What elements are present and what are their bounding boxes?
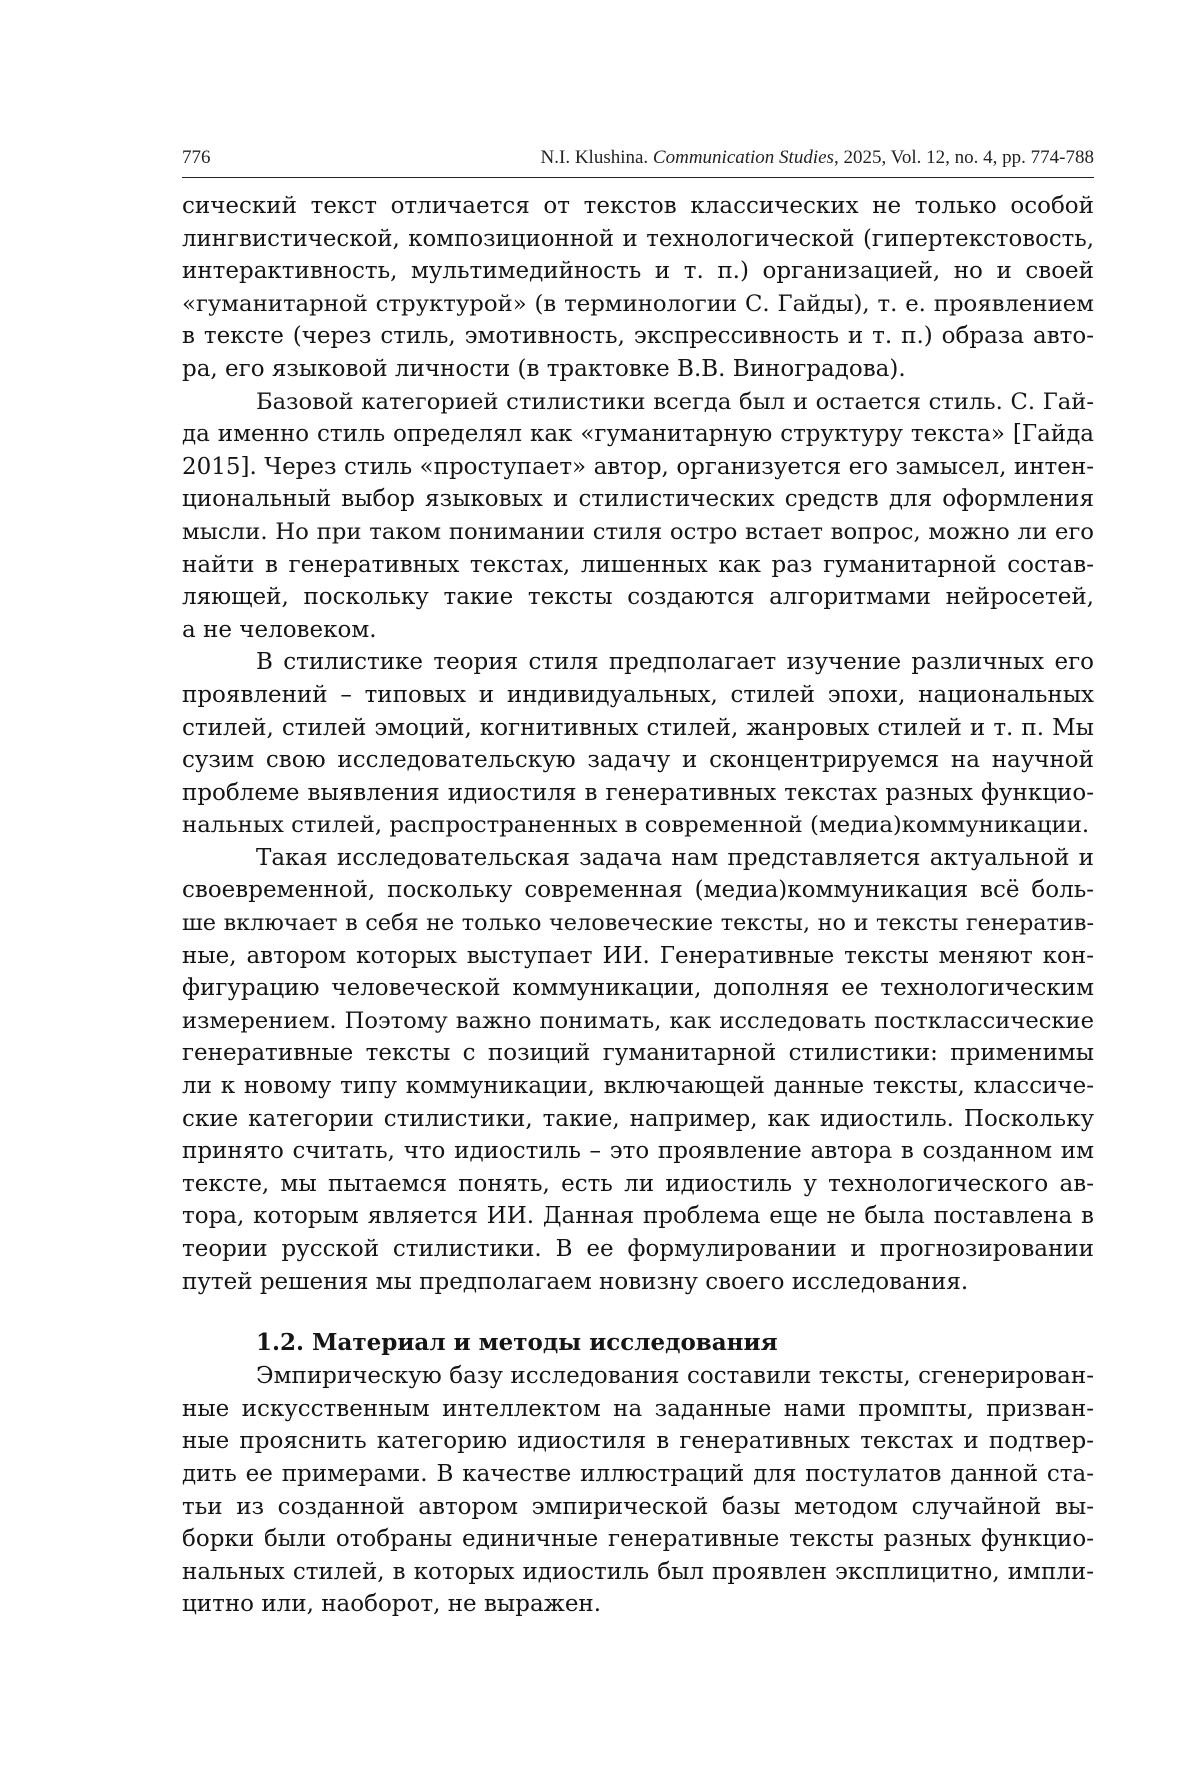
text-line: путей решения мы предполагаем новизну своего исследования. <box>182 1268 969 1295</box>
paragraph-1 <box>182 190 1094 386</box>
running-header <box>182 145 1094 178</box>
text-line: интерактивность, мультимедийность и т. п.) организацией, но и своей <box>182 258 1094 285</box>
text-line: лингвистической, композиционной и технологической (гипертекстовость, <box>182 225 1094 252</box>
text-line: тора, которым является ИИ. Данная проблема еще не была поставлена в <box>182 1203 1094 1230</box>
page-number: 776 <box>182 147 211 168</box>
text-line: нальных стилей, в которых идиостиль был проявлен эксплицитно, импли- <box>182 1558 1094 1585</box>
text-line: стилей, стилей эмоций, когнитивных стилей, жанровых стилей и т. п. Мы <box>182 714 1094 741</box>
text-line: проявлений – типовых и индивидуальных, стилей эпохи, национальных <box>182 681 1094 708</box>
citation <box>541 147 1094 169</box>
text-line: сузим свою исследовательскую задачу и сконцентрируемся на научной <box>182 747 1094 774</box>
text-line: а не человеком. <box>182 616 377 643</box>
text-line: циональный выбор языковых и стилистических средств для оформления <box>182 486 1094 513</box>
paragraph-4 <box>182 842 1094 1298</box>
text-line: ра, его языковой личности (в трактовке В.В. Виноградова). <box>182 355 906 382</box>
text-line: ные искусственным интеллектом на заданные нами промпты, призван- <box>182 1395 1094 1422</box>
text-line: цитно или, наоборот, не выражен. <box>182 1591 602 1618</box>
text-line: ные прояснить категорию идиостиля в генеративных текстах и подтвер- <box>182 1428 1094 1455</box>
text-line: В стилистике теория стиля предполагает изучение различных его <box>256 649 1094 676</box>
text-line: тьи из созданной автором эмпирической базы методом случайной вы- <box>182 1493 1094 1520</box>
text-line: своевременной, поскольку современная (медиа)коммуникация всё боль- <box>182 877 1094 904</box>
article-body <box>182 190 1094 1621</box>
text-line: генеративные тексты с позиций гуманитарной стилистики: применимы <box>182 1040 1094 1067</box>
text-line: Эмпирическую базу исследования составили тексты, сгенерирован- <box>256 1363 1094 1390</box>
text-line: в тексте (через стиль, эмотивность, экспрессивность и т. п.) образа авто- <box>182 323 1094 350</box>
section-heading: 1.2. Материал и методы исследования <box>256 1329 778 1357</box>
citation-details: , 2025, Vol. 12, no. 4, pp. 774-788 <box>833 147 1094 168</box>
text-line: принято считать, что идиостиль – это проявление автора в созданном им <box>182 1138 1094 1165</box>
paragraph-5 <box>182 1360 1094 1621</box>
text-line: да именно стиль определял как «гуманитарную структуру текста» [Гайда <box>182 421 1094 448</box>
citation-authors: N.I. Klushina. <box>540 147 653 168</box>
paragraph-2 <box>182 386 1094 647</box>
text-line: сический текст отличается от текстов классических не только особой <box>182 193 1094 219</box>
text-line: ляющей, поскольку такие тексты создаются алгоритмами нейросетей, <box>182 584 1094 611</box>
text-line: борки были отобраны единичные генеративные тексты разных функцио- <box>182 1526 1094 1553</box>
text-line: тексте, мы пытаемся понять, есть ли идиостиль у технологического ав- <box>182 1170 1094 1197</box>
text-line: 2015]. Через стиль «проступает» автор, организуется его замысел, интен- <box>182 453 1094 480</box>
text-line: найти в генеративных текстах, лишенных как раз гуманитарной состав- <box>182 551 1094 578</box>
text-line: нальных стилей, распространенных в современной (медиа)коммуникации. <box>182 812 1090 839</box>
text-line: ше включает в себя не только человеческие тексты, но и тексты генератив- <box>182 910 1094 937</box>
text-line: проблеме выявления идиостиля в генеративных текстах разных функцио- <box>182 779 1094 806</box>
text-line: фигурацию человеческой коммуникации, дополняя ее технологическим <box>182 975 1094 1002</box>
text-line: Такая исследовательская задача нам представляется актуальной и <box>256 844 1094 871</box>
text-line: «гуманитарной структурой» (в терминологии С. Гайды), т. е. проявлением <box>182 290 1094 317</box>
text-line: теории русской стилистики. В ее формулировании и прогнозировании <box>182 1236 1094 1262</box>
paragraph-3 <box>182 646 1094 842</box>
text-line: дить ее примерами. В качестве иллюстраций для постулатов данной ста- <box>182 1460 1094 1487</box>
text-line: мысли. Но при таком понимании стиля остро встает вопрос, можно ли его <box>182 518 1094 545</box>
journal-title: Communication Studies <box>652 147 834 168</box>
text-line: измерением. Поэтому важно понимать, как исследовать постклассические <box>182 1007 1094 1034</box>
section-spacer <box>182 1298 1094 1326</box>
text-line: ские категории стилистики, такие, например, как идиостиль. Поскольку <box>182 1105 1094 1132</box>
text-line: ные, автором которых выступает ИИ. Генеративные тексты меняют кон- <box>182 942 1094 969</box>
text-line: ли к новому типу коммуникации, включающей данные тексты, классиче- <box>182 1073 1094 1100</box>
text-line: Базовой категорией стилистики всегда был и остается стиль. С. Гай- <box>256 388 1094 415</box>
